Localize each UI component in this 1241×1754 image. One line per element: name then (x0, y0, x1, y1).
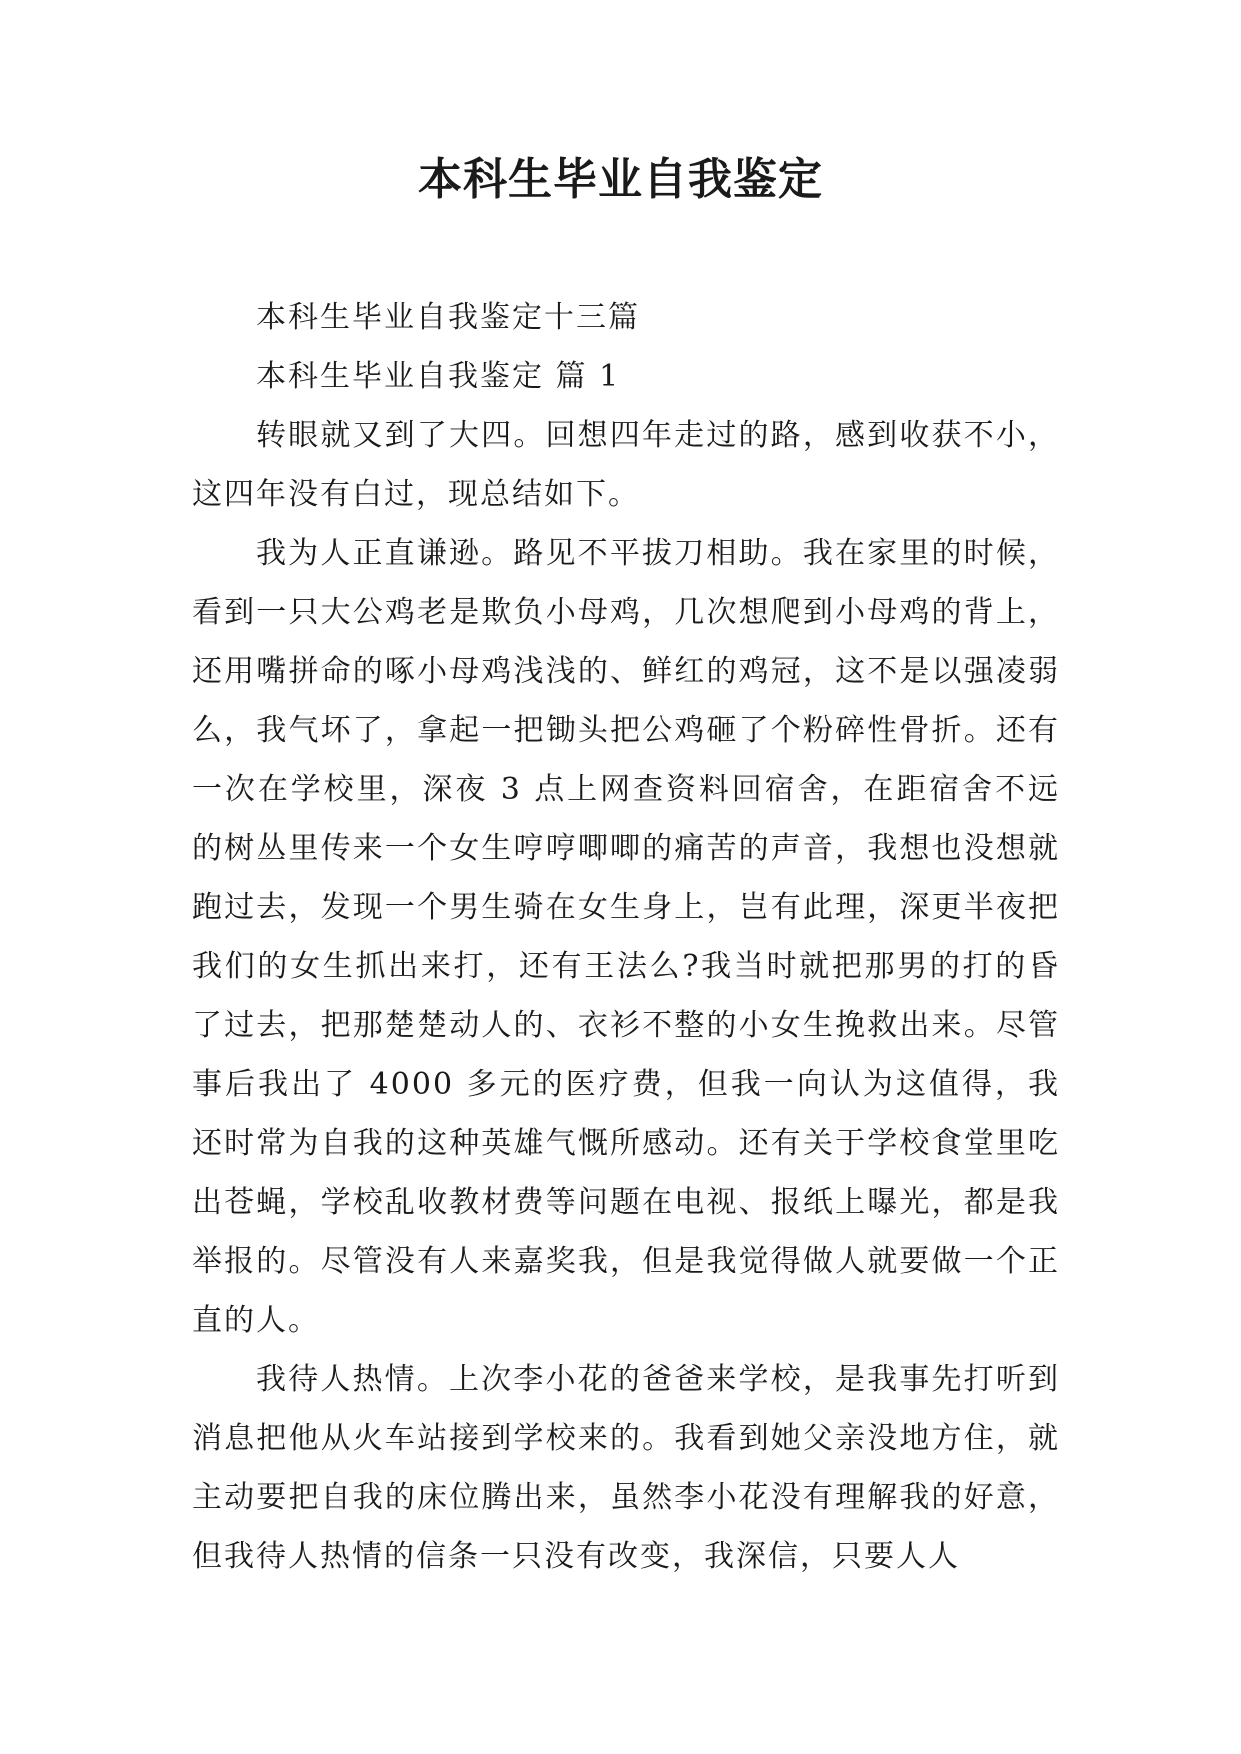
body-paragraph-1: 转眼就又到了大四。回想四年走过的路，感到收获不小，这四年没有白过，现总结如下。 (192, 418, 1060, 512)
body-paragraph-3: 我待人热情。上次李小花的爸爸来学校，是我事先打听到消息把他从火车站接到学校来的。我看到她父亲没地方住，就主动要把自我的床位腾出来，虽然李小花没有理解我的好意，但我待人热情的信条一只没有改变，我深信，只要人人 (192, 1362, 1060, 1574)
body-paragraph-2: 我为人正直谦逊。路见不平拔刀相助。我在家里的时候，看到一只大公鸡老是欺负小母鸡，几次想爬到小母鸡的背上，还用嘴拼命的啄小母鸡浅浅的、鲜红的鸡冠，这不是以强凌弱么，我气坏了，拿起一把锄头把公鸡砸了个粉碎性骨折。还有一次在学校里，深夜 3 点上网查资料回宿舍，在距宿舍不远的树丛里传来一个女生哼哼唧唧的痛苦的声音，我想也没想就跑过去，发现一个男生骑在女生身上，岂有此理，深更半夜把我们的女生抓出来打，还有王法么?我当时就把那男的打的昏了过去，把那楚楚动人的、衣衫不整的小女生挽救出来。尽管事后我出了 4000 多元的医疗费，但我一向认为这值得，我还时常为自我的这种英雄气慨所感动。还有关于学校食堂里吃出苍蝇，学校乱收教材费等问题在电视、报纸上曝光，都是我举报的。尽管没有人来嘉奖我，但是我觉得做人就要做一个正直的人。 (192, 536, 1060, 1338)
section-heading: 本科生毕业自我鉴定 篇 1 (256, 359, 621, 394)
subtitle-paragraph: 本科生毕业自我鉴定十三篇 (256, 300, 640, 335)
document-title: 本科生毕业自我鉴定 (418, 154, 823, 205)
document-body (192, 288, 1060, 1586)
